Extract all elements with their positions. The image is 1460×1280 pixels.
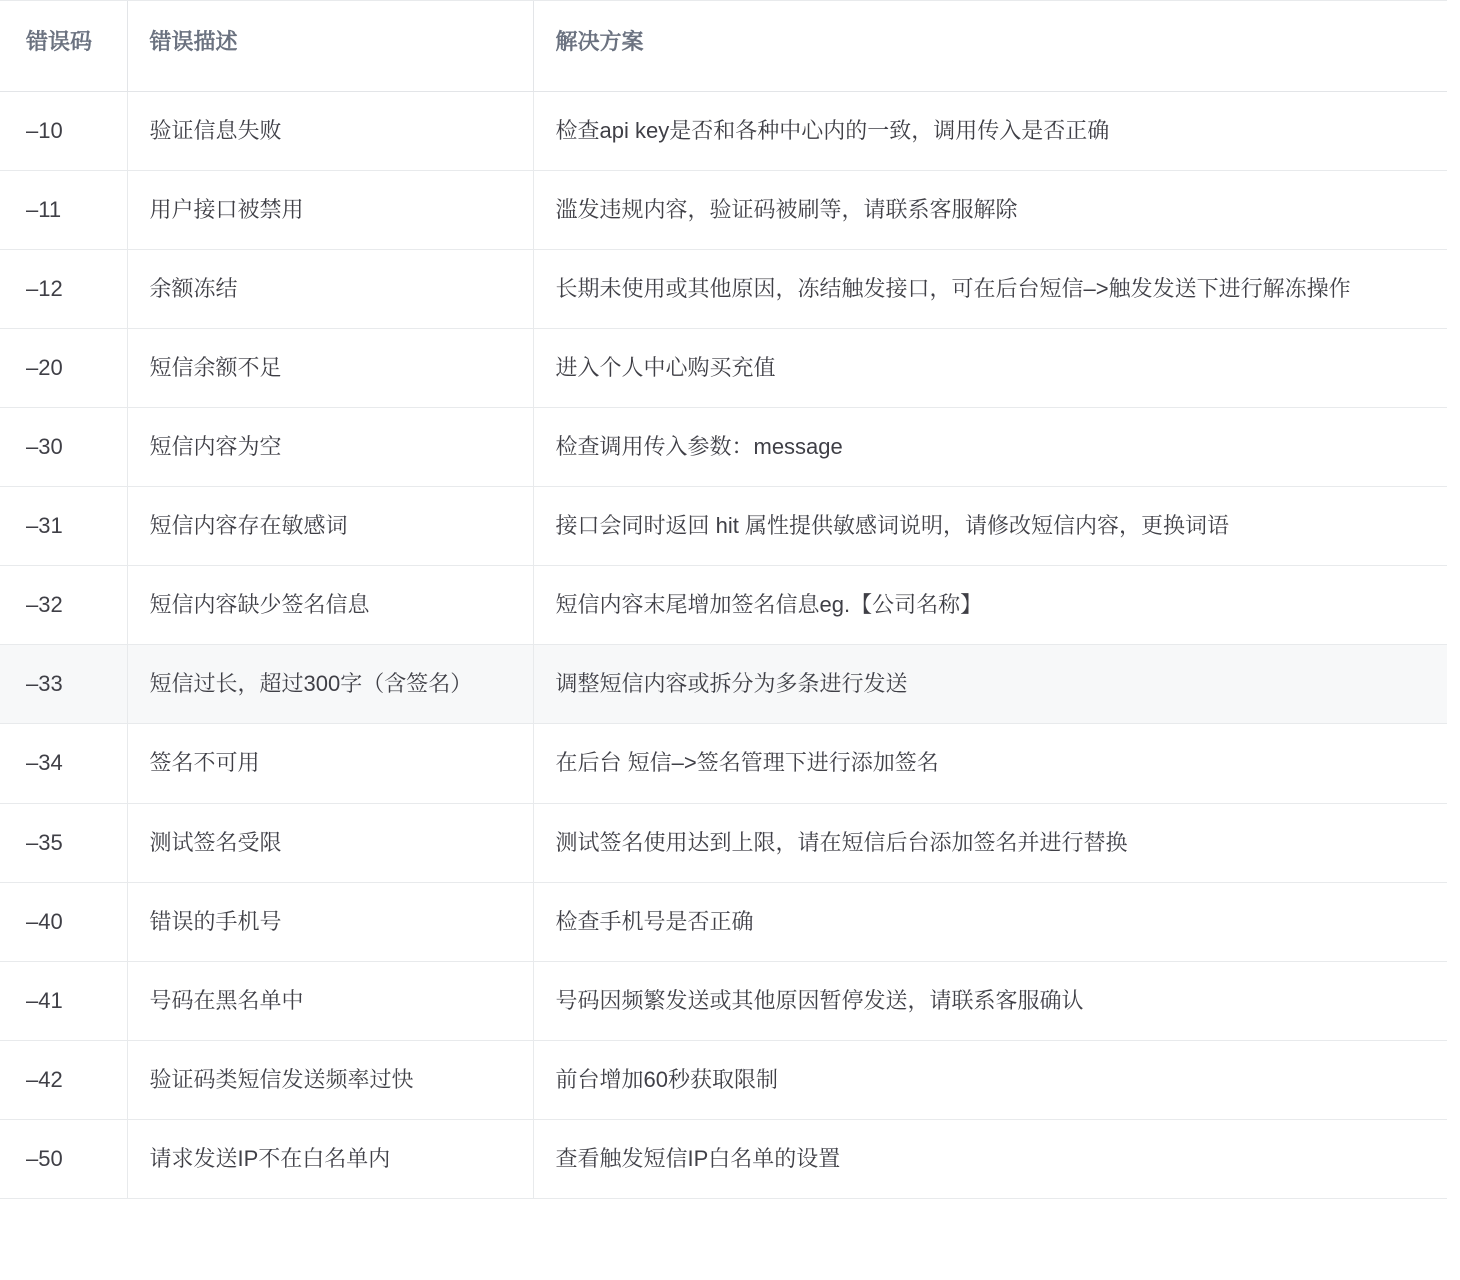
cell-error-code: –41 (0, 961, 127, 1040)
cell-solution: 短信内容末尾增加签名信息eg.【公司名称】 (533, 566, 1447, 645)
cell-solution: 调整短信内容或拆分为多条进行发送 (533, 645, 1447, 724)
cell-error-description: 短信内容为空 (127, 408, 533, 487)
cell-error-code: –12 (0, 249, 127, 328)
cell-error-description: 短信过长，超过300字（含签名） (127, 645, 533, 724)
cell-solution: 进入个人中心购买充值 (533, 328, 1447, 407)
table-row (0, 91, 1447, 170)
cell-solution: 长期未使用或其他原因，冻结触发接口，可在后台短信–>触发发送下进行解冻操作 (533, 249, 1447, 328)
table-row (0, 1119, 1447, 1198)
cell-solution: 在后台 短信–>签名管理下进行添加签名 (533, 724, 1447, 803)
cell-error-code: –32 (0, 566, 127, 645)
cell-error-description: 验证码类短信发送频率过快 (127, 1040, 533, 1119)
cell-solution: 滥发违规内容，验证码被刷等，请联系客服解除 (533, 170, 1447, 249)
table-header (0, 1, 1447, 91)
cell-error-description: 请求发送IP不在白名单内 (127, 1119, 533, 1198)
cell-error-code: –31 (0, 487, 127, 566)
cell-error-description: 测试签名受限 (127, 803, 533, 882)
column-header-description: 错误描述 (127, 1, 533, 91)
table-row (0, 882, 1447, 961)
cell-error-code: –42 (0, 1040, 127, 1119)
cell-error-description: 验证信息失败 (127, 91, 533, 170)
table-row (0, 170, 1447, 249)
cell-solution: 查看触发短信IP白名单的设置 (533, 1119, 1447, 1198)
table-row (0, 1040, 1447, 1119)
cell-solution: 检查调用传入参数：message (533, 408, 1447, 487)
table-row (0, 803, 1447, 882)
cell-error-description: 用户接口被禁用 (127, 170, 533, 249)
cell-error-description: 短信内容存在敏感词 (127, 487, 533, 566)
cell-error-description: 短信内容缺少签名信息 (127, 566, 533, 645)
table-row (0, 328, 1447, 407)
table-row (0, 487, 1447, 566)
cell-error-description: 余额冻结 (127, 249, 533, 328)
error-code-table (0, 1, 1447, 1199)
cell-solution: 接口会同时返回 hit 属性提供敏感词说明，请修改短信内容，更换词语 (533, 487, 1447, 566)
table-row (0, 249, 1447, 328)
column-header-code: 错误码 (0, 1, 127, 91)
cell-error-description: 短信余额不足 (127, 328, 533, 407)
cell-error-code: –10 (0, 91, 127, 170)
cell-error-code: –33 (0, 645, 127, 724)
cell-error-description: 错误的手机号 (127, 882, 533, 961)
cell-error-code: –35 (0, 803, 127, 882)
cell-error-code: –40 (0, 882, 127, 961)
cell-solution: 检查api key是否和各种中心内的一致，调用传入是否正确 (533, 91, 1447, 170)
cell-error-code: –30 (0, 408, 127, 487)
table-body (0, 91, 1447, 1198)
table-row (0, 724, 1447, 803)
cell-solution: 测试签名使用达到上限，请在短信后台添加签名并进行替换 (533, 803, 1447, 882)
column-header-solution: 解决方案 (533, 1, 1447, 91)
cell-error-code: –20 (0, 328, 127, 407)
table-header-row (0, 1, 1447, 91)
table-row (0, 961, 1447, 1040)
cell-error-description: 号码在黑名单中 (127, 961, 533, 1040)
table-row (0, 645, 1447, 724)
cell-solution: 前台增加60秒获取限制 (533, 1040, 1447, 1119)
table-row (0, 408, 1447, 487)
table-row (0, 566, 1447, 645)
cell-solution: 号码因频繁发送或其他原因暂停发送，请联系客服确认 (533, 961, 1447, 1040)
cell-error-code: –11 (0, 170, 127, 249)
cell-error-code: –50 (0, 1119, 127, 1198)
cell-solution: 检查手机号是否正确 (533, 882, 1447, 961)
cell-error-code: –34 (0, 724, 127, 803)
cell-error-description: 签名不可用 (127, 724, 533, 803)
